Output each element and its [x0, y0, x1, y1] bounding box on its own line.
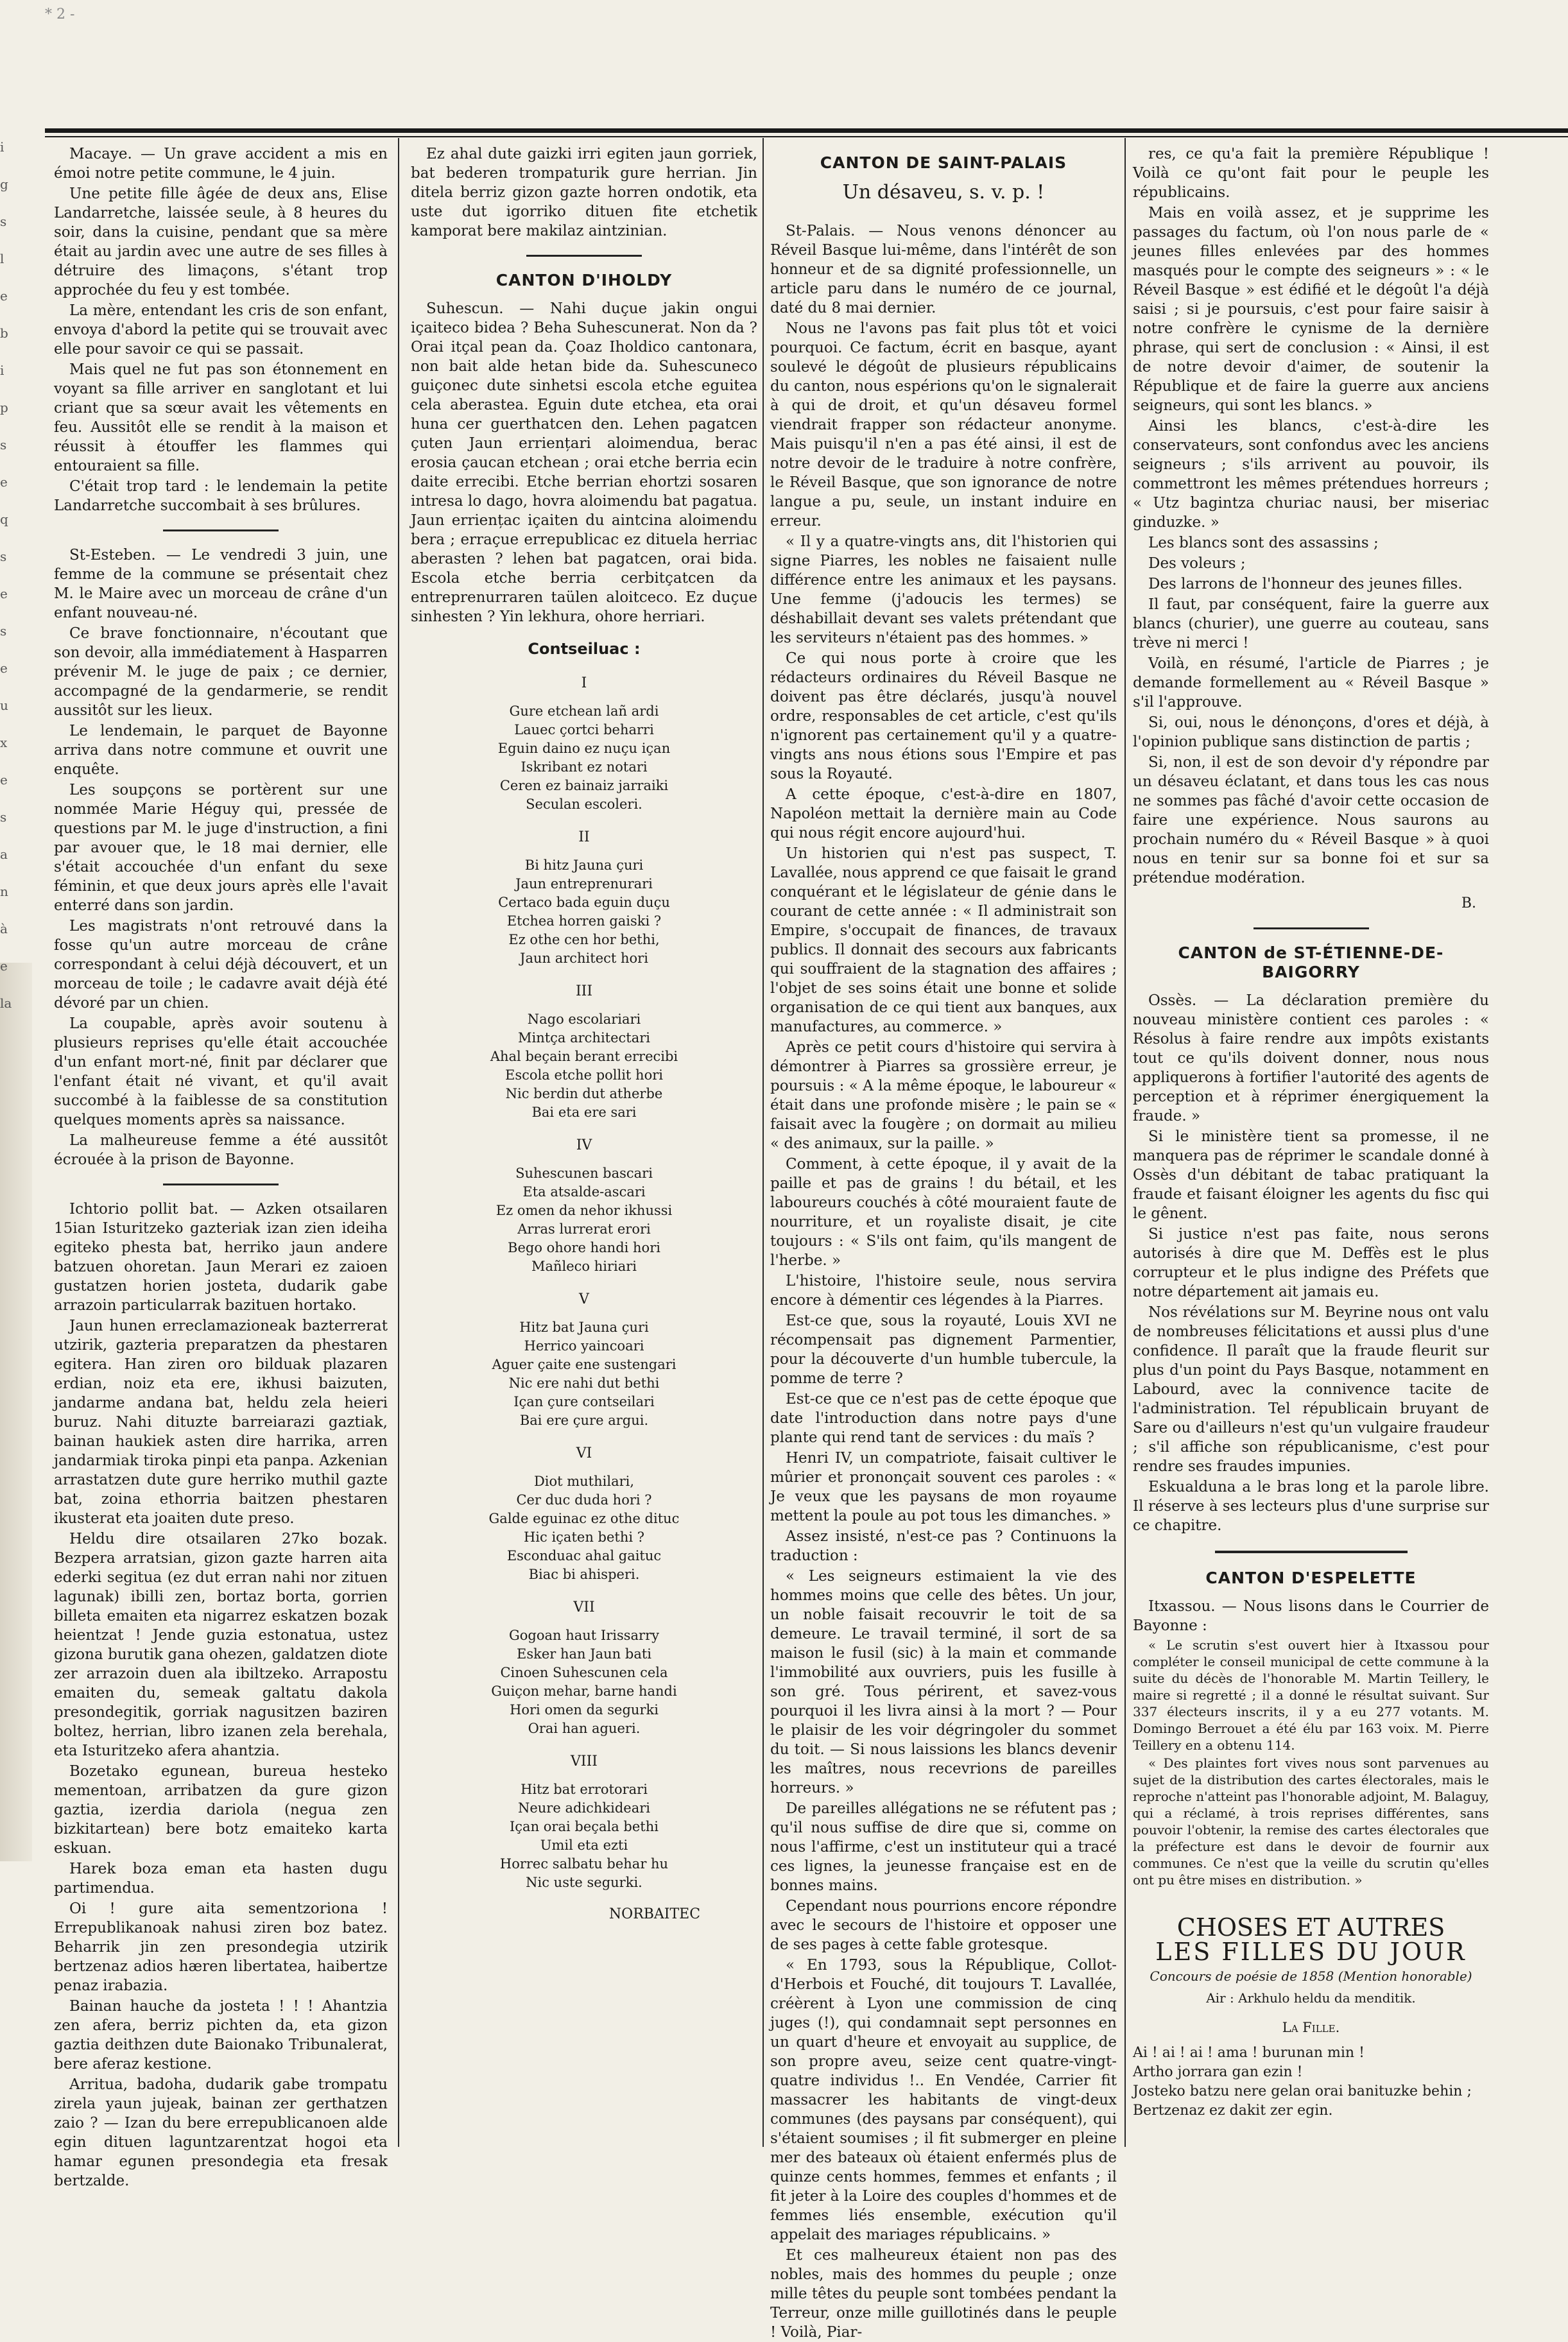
- stanza-number: VII: [573, 1599, 595, 1615]
- page-edge-letters: [0, 128, 35, 2182]
- poem-title: Contseiluac :: [528, 640, 641, 658]
- article-macaye-lead: Macaye. — Un grave accident a mis en émoi notre petite commune, le 4 juin.: [54, 146, 388, 182]
- paragraph: Heldu dire otsailaren 27ko bozak. Bezpera arratsian, gizon gazte harren aita ederki segitua (ez dut erran nahi nor zituen lagunak) ibilli zen, bortaz borta, gorrien billeta emaiten eta nigarrez eskatzen bozak heientzat ! Jende guzia estonatua, ustez gizona burutik gana ohezen, galdatzen diote zer arrazoin duen ala ibiltzeko. Arrapostu emaiten du, semeak galtatu dakola presondegitik, gorriak nagusitzen baziren boltez, herrian, libro izanen zela berehala, eta Isturitzeko afera ahantzia.: [54, 1531, 388, 1759]
- poem-line: Guiçon mehar, barne handi: [491, 1683, 677, 1699]
- poem-line: Suhescunen bascari: [515, 1166, 653, 1181]
- poem-line: Certaco bada eguin duçu: [498, 895, 670, 910]
- paragraph: Cependant nous pourrions encore répondre avec le secours de l'histoire et opposer une de ses pages à cette fable grotesque.: [770, 1898, 1117, 1953]
- poem-line: Seculan escoleri.: [526, 796, 642, 812]
- paragraph: Une petite fille âgée de deux ans, Elise Landarretche, laissée seule, à 8 heures du soir, dans la cuisine, pendant que sa mère était au jardin avec une autre de ses filles à détruire des limaçons, s'étant trop approchée du feu y est tombée.: [54, 185, 388, 298]
- edge-letter: e: [0, 474, 8, 490]
- section-heading-saint-palais: CANTON DE SAINT-PALAIS: [820, 153, 1067, 172]
- section-heading-espelette: CANTON D'ESPELETTE: [1205, 1569, 1417, 1587]
- edge-letter: e: [0, 586, 8, 601]
- poem-line: Gure etchean lañ ardi: [509, 703, 659, 719]
- poem-line: Ceren ez bainaiz jarraiki: [499, 778, 669, 793]
- poem-line: Bego ohore handi hori: [508, 1240, 660, 1255]
- paragraph: Il faut, par conséquent, faire la guerre aux blancs (churier), une guerre au couteau, sans trève ni merci !: [1133, 596, 1489, 651]
- edge-letter: a: [0, 847, 8, 862]
- column-4: [1133, 144, 1489, 2147]
- article-subtitle: Un désaveu, s. v. p. !: [842, 181, 1045, 203]
- poem-line: Esker han Jaun bati: [517, 1646, 651, 1662]
- paragraph: Arritua, badoha, dudarik gabe trompatu zirela yaun jujeak, bainan zer gerthatzen zaio ? — Izan du bere errepublicanoen alde egin dituen laguntzarentzat hogoi eta hamar egunen presondegia eta fresak bertzalde.: [54, 2076, 388, 2189]
- paragraph: A cette époque, c'est-à-dire en 1807, Napoléon mettait la dernière main au Code qui nous régit encore aujourd'hui.: [770, 786, 1117, 841]
- poem-line: Nic berdin dut atherbe: [505, 1086, 663, 1101]
- section-heading-baigorry: CANTON de ST-ÉTIENNE-DE-BAIGORRY: [1178, 943, 1444, 981]
- poem-line: Nic uste segurki.: [526, 1875, 642, 1890]
- poem-line: Eguin daino ez nuçu içan: [497, 741, 671, 756]
- paragraph: La mère, entendant les cris de son enfant, envoya d'abord la petite qui se trouvait avec elle pour savoir ce qui se passait.: [54, 302, 388, 357]
- poem-line: Jaun architect hori: [520, 951, 648, 966]
- corner-mark: * 2 -: [45, 6, 75, 22]
- column-divider-3: [1124, 138, 1126, 2147]
- poem-line: Etchea horren gaiski ?: [506, 913, 662, 929]
- paragraph: Est-ce que ce n'est pas de cette époque que date l'introduction dans notre pays d'une plante qui rend tant de services : du maïs ?: [770, 1391, 1117, 1446]
- paragraph: Si justice n'est pas faite, nous serons autorisés à dire que M. Deffès est le plus corrupteur et le plus indigne des Préfets que notre département ait jamais eu.: [1133, 1226, 1489, 1300]
- paragraph: L'histoire, l'histoire seule, nous servira encore à démentir ces légendes à la Piarres.: [770, 1273, 1117, 1309]
- poem-line: Neure adichkideari: [517, 1800, 651, 1816]
- quoted-report: [1133, 1637, 1489, 1888]
- poem-line: Eta atsalde-ascari: [522, 1184, 646, 1200]
- paragraph: Mais en voilà assez, et je supprime les passages du factum, où l'on nous parle de « jeunes filles enlevées par des hommes masqués pour le compte des seigneurs » : « le Réveil Basque » est édifié et le dégoût l'a déjà saisi ; si je poursuis, c'est pour faire saisir à notre confrère le cynisme de la dernière phrase, qui sert de conclusion : « Ainsi, il est de notre devoir d'aimer, de soutenir la République et de faire la guerre aux anciens seigneurs, qui sont les blancs. »: [1133, 205, 1489, 414]
- edge-letter: e: [0, 958, 8, 974]
- column-1: [54, 144, 388, 2189]
- edge-letter: b: [0, 325, 8, 341]
- column-2: [411, 144, 757, 2147]
- edge-letter: s: [0, 809, 7, 825]
- section-heading-iholdy: CANTON D'IHOLDY: [495, 271, 673, 289]
- paragraph: Les magistrats n'ont retrouvé dans la fosse qu'un autre morceau de crâne correspondant à celui déjà découvert, et un morceau de toile ; le cadavre avait déjà été dévoré par un chien.: [54, 918, 388, 1012]
- poem-line: Jaun entreprenurari: [515, 876, 653, 891]
- edge-letter: s: [0, 549, 7, 564]
- edge-letter: i: [0, 139, 4, 155]
- edge-letter: e: [0, 772, 8, 788]
- verse-line: Artho jorrara gan ezin !: [1133, 2064, 1303, 2080]
- poem-line: Herrico yaincoari: [524, 1338, 644, 1354]
- article-st-esteben-lead: St-Esteben. — Le vendredi 3 juin, une femme de la commune se présentait chez M. le Maire avec un morceau de crâne d'un enfant nouveau-né.: [54, 547, 388, 621]
- poem-line: Gogoan haut Irissarry: [509, 1628, 659, 1643]
- edge-letter: la: [0, 995, 12, 1011]
- paragraph: Ce qui nous porte à croire que les rédacteurs ordinaires du Réveil Basque ne doivent pas être déclarés, jusqu'à nouvel ordre, responsables de cet article, c'est qu'ils n'ignorent pas certainement qu'il y a quatre-vingts ans nous étions sous l'Empire et pas sous la Royauté.: [770, 650, 1117, 782]
- poem-line: Esconduac ahal gaituc: [506, 1548, 662, 1563]
- paragraph: Henri IV, un compatriote, faisait cultiver le mûrier et prononçait souvent ces paroles : « Je veux que les paysans de mon royaume mettent la poule au pot tous les dimanches. »: [770, 1450, 1117, 1524]
- paragraph: Les soupçons se portèrent sur une nommée Marie Héguy qui, pressée de questions par M. le juge d'instruction, a fini par avouer que, le 18 mai dernier, elle s'était accouchée d'un enfant du sexe féminin, et que deux jours après elle l'avait enterré dans son jardin.: [54, 782, 388, 914]
- paragraph: Mais quel ne fut pas son étonnement en voyant sa fille arriver en sanglotant et lui criant que sa sœur avait les vêtements en feu. Aussitôt elle se rendit à la maison et réussit à étouffer les flammes qui entouraient sa fille.: [54, 361, 388, 474]
- paragraph: Est-ce que, sous la royauté, Louis XVI ne récompensait pas dignement Parmentier, pour la découverte d'un humble tubercule, la pomme de terre ?: [770, 1313, 1117, 1387]
- paragraph: Bozetako egunean, bureua hesteko mementoan, arribatzen da gure gizon gaztia, izerdia dariola (negua zen bizkitartean) bere botz emaiteko karta eskuan.: [54, 1763, 388, 1857]
- separator: [1254, 927, 1369, 929]
- paragraph: Et ces malheureux étaient non pas des nobles, mais des hommes du peuple ; onze mille têtes du peuple sont tombées pendant la Terreur, onze mille guillotinés dans le peuple ! Voilà, Piar-: [770, 2247, 1117, 2341]
- stanza-number: I: [581, 675, 587, 691]
- poem-line: Biac bi ahisperi.: [528, 1567, 640, 1582]
- poem-line: Galde eguinac ez othe dituc: [488, 1511, 680, 1526]
- poem-line: Bai ere çure argui.: [519, 1413, 649, 1428]
- poem-line: Aguer çaite ene sustengari: [492, 1357, 676, 1372]
- edge-letter: x: [0, 735, 8, 750]
- paragraph: Nos révélations sur M. Beyrine nous ont valu de nombreuses félicitations et aussi plus d'une confidence. Il paraît que la fraude fleurit sur plus d'un point du Pays Basque, notamment en Labourd, avec la connivence tacite de l'administration. Tel républicain bruyant de Sare ou d'ailleurs n'est qu'un vulgaire fraudeur ; s'il affiche son républicanisme, c'est pour rendre ses fraudes impunies.: [1133, 1304, 1489, 1475]
- article-continuation: [1133, 144, 1489, 888]
- poem-air: Air : Arkhulo heldu da menditik.: [1206, 1990, 1416, 2006]
- poem-line: Nic ere nahi dut bethi: [508, 1375, 660, 1391]
- poem-line: Escola etche pollit hori: [505, 1067, 663, 1083]
- edge-letter: à: [0, 921, 8, 936]
- article-ichtorio-lead: Ichtorio pollit bat. — Azken otsailaren 15ian Isturitzeko gazteriak izan zien ideiha egiteko phesta bat, herriko jaun andere batzuen ohoretan. Jaun Merari ez zaioen gustatzen horien josteta, dudarik gabe arrazoin particularrak bazituen hortako.: [54, 1201, 388, 1314]
- poem-line: Hitz bat Jauna çuri: [519, 1320, 649, 1335]
- paragraph: Nous ne l'avons pas fait plus tôt et voici pourquoi. Ce factum, écrit en basque, ayant soulevé le dégoût de plusieurs républicains du canton, nous espérions qu'on le signalerait à qui de droit, et qu'un désaveu formel viendrait frapper son rédacteur anonyme. Mais puisqu'il n'en a pas été ainsi, il est de notre devoir de le traduire à notre confrère, le Réveil Basque, que son ignorance de notre langue a pu, seule, un instant induire en erreur.: [770, 320, 1117, 530]
- paragraph: Voilà, en résumé, l'article de Piarres ; je demande formellement au « Réveil Basque » s'il l'approuve.: [1133, 655, 1489, 710]
- section-heading-choses: CHOSES ET AUTRES: [1176, 1913, 1445, 1942]
- header-rule-thick: [45, 128, 1568, 133]
- poem-stanzas: [411, 674, 757, 1892]
- edge-letter: e: [0, 660, 8, 676]
- poem-verse: [1133, 2044, 1489, 2121]
- paragraph: La coupable, après avoir soutenu à plusieurs reprises qu'elle était accouchée d'un enfant mort-né, finit par déclarer que l'enfant était né vivant, et qu'il avait succombé à la faiblesse de sa constitution quelques moments après sa naissance.: [54, 1015, 388, 1128]
- edge-letter: n: [0, 884, 8, 899]
- paragraph: Assez insisté, n'est-ce pas ? Continuons la traduction :: [770, 1528, 1117, 1564]
- paragraph: Si, oui, nous le dénonçons, d'ores et déjà, à l'opinion publique sans distinction de partis ;: [1133, 714, 1489, 750]
- edge-letter: i: [0, 363, 4, 378]
- poem-line: Içan orai beçala bethi: [510, 1819, 659, 1834]
- poem-line: Umil eta ezti: [540, 1838, 628, 1853]
- paragraph: Des voleurs ;: [1148, 555, 1246, 572]
- poem-line: Bi hitz Jauna çuri: [524, 857, 644, 873]
- paragraph: Après ce petit cours d'histoire qui servira à démontrer à Piarres sa grossière erreur, je poursuis : « A la même époque, le laboureur « était dans une profonde misère ; le pain se « faisait avec la fougère ; on dormait au milieu « des animaux, sur la paille. »: [770, 1039, 1117, 1152]
- column-divider-2: [762, 138, 764, 2147]
- column-3: [770, 144, 1117, 2341]
- poem-contest-note: Concours de poésie de 1858 (Mention honorable): [1150, 1968, 1472, 1984]
- edge-letter: s: [0, 623, 7, 639]
- separator: [163, 530, 279, 531]
- article-suhescun: Suhescun. — Nahi duçue jakin ongui içaiteco bidea ? Beha Suhescunerat. Non da ? Orai itçal pean da. Çoaz Iholdico cantonara, non bait alde hetan bide da. Suhescuneco guiçonec dute sinhetsi escola etche eguitea cela aberastea. Eguin dute etchea, eta orai huna cer guerthatcen den. Lehen pagatcen çuten Jaun erriențari aloimendua, berac erosia çaucan etchean ; orai etche berria ecin daite errecibi. Etche berrian ehortzi sosaren intresa lo dago, hovra aloimendu bat pagatua. Jaun erriențac içaiten du aintcina aloimendu bera ; erraçue errepublicac ez dituela herriac aberasten ? lehen bat pagatcen, orai bida. Escola etche berria cerbitçatcen da entreprenurraren taülen aloitceco. Ez duçue sinhesten ? Yin lekhura, ohore herriari.: [411, 300, 757, 625]
- poem-line: Ez othe cen hor bethi,: [508, 932, 660, 947]
- stanza-number: II: [578, 829, 590, 845]
- poem-line: Hic içaten bethi ?: [523, 1529, 644, 1545]
- paragraph: Le lendemain, le parquet de Bayonne arriva dans notre commune et ouvrit une enquête.: [54, 723, 388, 778]
- poem-line: Bai eta ere sari: [531, 1105, 637, 1120]
- verse-line: Josteko batzu nere gelan orai banituzke behin ;: [1133, 2083, 1472, 2099]
- poem-line: Lauec çortci beharri: [514, 722, 654, 737]
- paragraph: « Le scrutin s'est ouvert hier à Itxassou pour compléter le conseil municipal de cette commune à la suite du décès de l'honorable M. Martin Teillery, le maire si regretté ; il a donné le résultat suivant. Sur 337 électeurs inscrits, il y a eu 277 votants. M. Domingo Berrouet a été élu par 163 voix. M. Pierre Teillery en a obtenu 114.: [1133, 1637, 1489, 1753]
- edge-letter: s: [0, 437, 7, 452]
- poem-line: Nago escolariari: [527, 1012, 641, 1027]
- paragraph: St-Palais. — Nous venons dénoncer au Réveil Basque lui-même, dans l'intérêt de son honneur et de sa dignité professionnelle, un article paru dans le numéro de ce journal, daté du 8 mai dernier.: [770, 223, 1117, 316]
- paragraph: La malheureuse femme a été aussitôt écrouée à la prison de Bayonne.: [54, 1132, 388, 1168]
- paragraph: Si le ministère tient sa promesse, il ne manquera pas de réprimer le scandale donné à Ossès d'un débitant de tabac pratiquant la fraude et faisant éloigner les agents du fisc qui le gênent.: [1133, 1128, 1489, 1222]
- edge-letter: e: [0, 288, 8, 304]
- paragraph: Des larrons de l'honneur des jeunes filles.: [1148, 576, 1463, 592]
- poem-line: Horrec salbatu behar hu: [499, 1856, 669, 1872]
- separator: [526, 255, 642, 257]
- stanza-number: VI: [576, 1445, 592, 1461]
- poem-line: Hitz bat errotorari: [521, 1782, 648, 1797]
- poem-line: Ahal beçain berant errecibi: [490, 1049, 678, 1064]
- stanza-number: III: [575, 983, 593, 999]
- signature: B.: [1461, 895, 1476, 911]
- paragraph: « Des plaintes fort vives nous sont parvenues au sujet de la distribution des cartes électorales, mais le reproche n'atteint pas l'honorable adjoint, M. Balaguy, qui a réclamé, à trois reprises différentes, sans pouvoir l'obtenir, la remise des cartes électorales que la préfecture est dans le devoir de fournir aux communes. Ce n'est que la veille du scrutin qu'elles ont pu être mises en distribution. »: [1133, 1755, 1489, 1888]
- poem-line: Mañleco hiriari: [531, 1259, 637, 1274]
- article-body: [770, 221, 1117, 2342]
- paragraph: Ce brave fonctionnaire, n'écoutant que son devoir, alla immédiatement à Hasparren prévenir M. le juge de paix ; ce dernier, accompagné de la gendarmerie, se rendit aussitôt sur les lieux.: [54, 625, 388, 719]
- poem-line: Cer duc duda hori ?: [516, 1492, 652, 1508]
- paragraph: Si, non, il est de son devoir d'y répondre par un désaveu éclatant, et dans tous les cas nous ne sommes pas fâché d'avoir cette occasion de faire une expérience. Nous saurons au prochain numéro du « Réveil Basque » à quoi nous en tenir sur sa bonne foi et sur sa prétendue modération.: [1133, 754, 1489, 886]
- article-itxassou: Itxassou. — Nous lisons dans le Courrier de Bayonne :: [1133, 1598, 1489, 1634]
- separator: [163, 1184, 279, 1185]
- edge-letter: p: [0, 400, 8, 415]
- poem-line: Içan çure contseilari: [513, 1394, 655, 1409]
- edge-letter: u: [0, 698, 8, 713]
- poem-line: Iskribant ez notari: [521, 759, 648, 775]
- paragraph: De pareilles allégations ne se réfutent pas ; qu'il nous suffise de dire que si, comme on nous l'affirme, c'est un instituteur qui a tracé ces lignes, la jeunesse française est en de bonnes mains.: [770, 1800, 1117, 1894]
- paragraph: « Les seigneurs estimaient la vie des hommes moins que celle des bêtes. Un jour, un noble faisait recouvrir le toit de sa demeure. Le travail terminé, il sort de sa maison le fusil (sic) à la main et commande l'immobilité aux ouvriers, puis les fusille à son gré. Tous périrent, et savez-vous pourquoi il les livra ainsi à la mort ? — Pour le plaisir de les voir dégringoler du sommet du toit. — Si nous laissions les blancs devenir les maîtres, nous recevrions de pareilles horreurs. »: [770, 1568, 1117, 1796]
- paragraph: res, ce qu'a fait la première République ! Voilà ce qu'ont fait pour le peuple les républicains.: [1133, 146, 1489, 201]
- paragraph: Jaun hunen erreclamazioneak bazterrerat utzirik, gazteria preparatzen da phestaren egitera. Han ziren oro bilduak plazaren erdian, noiz eta ere, ikhusi baizuten, jandarme andana bat, heldu zela heieri buruz. Nahi dituzte barreiarazi gaztiak, bainan haukiek asten dire harrika, arren jandarmiak tiroka pinpi eta panpa. Azkenian arrastatzen dute gure herriko muthil gazte bat, zoina ethorria baitzen phestaren ikusterat eta joaiten dute preso.: [54, 1318, 388, 1527]
- paragraph: C'était trop tard : le lendemain la petite Landarretche succombait à ses brûlures.: [54, 478, 388, 514]
- poem-line: Orai han agueri.: [528, 1721, 641, 1736]
- poem-line: Ez omen da nehor ikhussi: [495, 1203, 673, 1218]
- article-osses: [1133, 991, 1489, 1535]
- stanza-number: IV: [576, 1137, 592, 1153]
- stanza-number: V: [579, 1291, 589, 1307]
- edge-letter: g: [0, 177, 8, 192]
- poem-heading: LES FILLES DU JOUR: [1155, 1938, 1467, 1966]
- edge-letter: l: [0, 251, 4, 266]
- poem-line: Cinoen Suhescunen cela: [500, 1665, 668, 1680]
- poem-line: Diot muthilari,: [533, 1474, 635, 1489]
- signature: NORBAITEC: [608, 1906, 701, 1922]
- paragraph: Bainan hauche da josteta ! ! ! Ahantzia zen afera, berriz pichten da, eta gizon gaztia deithzen dute Baionako Tribunalerat, bere aferaz kestione.: [54, 1998, 388, 2072]
- paragraph: Oi ! gure aita sementzoriona ! Errepublikanoak nahusi ziren boz batez. Beharrik jin zen presondegia utzirik bertzenaz adios hæren libertatea, haibertze penaz irabazia.: [54, 1900, 388, 1994]
- paragraph: Harek boza eman eta hasten dugu partimendua.: [54, 1861, 388, 1897]
- paragraph: « En 1793, sous la République, Collot-d'Herbois et Fouché, dit toujours T. Lavallée, créèrent à Lyon une commission de cinq juges (!), qui condamnait sept personnes en un quart d'heure et envoyait au supplice, de son propre aveu, seize cent quatre-vingt-quatre individus !.. En Vendée, Carrier fit massacrer les habitants de vingt-deux communes (des paysans par conséquent), qui s'étaient soumises ; il fit submerger en pleine mer des bateaux où étaient enfermés plus de quinze cents hommes, femmes et enfants ; il fit jeter à la Loire des couples d'hommes et de femmes liés ensemble, exécution qu'il appelait des mariages républicains. »: [770, 1957, 1117, 2243]
- poem-line: Arras lurrerat erori: [517, 1221, 651, 1237]
- edge-letter: q: [0, 512, 8, 527]
- paragraph: Eskualduna a le bras long et la parole libre. Il réserve à ses lecteurs plus d'une surprise sur ce chapitre.: [1133, 1479, 1489, 1534]
- stanza-number: VIII: [571, 1753, 598, 1769]
- paragraph: Ainsi les blancs, c'est-à-dire les conservateurs, sont confondus avec les anciens seigneurs ; s'ils arrivent au pouvoir, ils commettront les mêmes prétendues horreurs ; « Utz bagintza churiac nausi, ber miseriac ginduzke. »: [1133, 418, 1489, 531]
- poem-line: Hori omen da segurki: [510, 1702, 659, 1718]
- paragraph: « Il y a quatre-vingts ans, dit l'historien qui signe Piarres, les nobles ne faisaient nulle différence entre les animaux et les paysans. Une femme (j'adoucis les termes) se déshabillait devant ses valets prétendant que les serviteurs n'étaient pas des hommes. »: [770, 533, 1117, 646]
- paragraph: Ossès. — La déclaration première du nouveau ministère contient ces paroles : « Résolus à faire rendre aux impôts existants tout ce qu'ils doivent donner, nous nous appliquerons à fortifier l'autorité des agents de perception et à réprimer énergiquement la fraude. »: [1133, 992, 1489, 1124]
- separator: [1215, 1551, 1408, 1553]
- edge-letter: s: [0, 214, 7, 229]
- poem-speaker: La Fille.: [1282, 2020, 1340, 2035]
- paragraph: Un historien qui n'est pas suspect, T. Lavallée, nous apprend ce que faisait le grand conquérant et le législateur de génie dans le courant de cette année : « Il administrait son Empire, s'occupait de finances, de travaux publics. Il donnait des secours aux fabricants qui souffraient de la stagnation des affaires ; l'objet de ses soins était une bonne et solide organisation de ce qui tient aux banques, aux manufactures, au commerce. »: [770, 845, 1117, 1035]
- paragraph: Les blancs sont des assassins ;: [1148, 535, 1379, 551]
- column-divider-1: [398, 138, 399, 2147]
- verse-line: Ai ! ai ! ai ! ama ! burunan min !: [1133, 2045, 1365, 2061]
- poem-line: Mintça architectari: [517, 1030, 651, 1046]
- header-rule-thin: [45, 136, 1568, 137]
- paragraph: Ez ahal dute gaizki irri egiten jaun gorriek, bat bederen trompaturik gure herrian. Jin ditela berriz gizon gazte horren ondotik, eta uste dut igorriko dituen fite etchetik kamporat bere makilaz aintzinian.: [411, 146, 757, 239]
- verse-line: Bertzenaz ez dakit zer egin.: [1133, 2103, 1333, 2119]
- paragraph: Comment, à cette époque, il y avait de la paille et pas de grains ! du bétail, et les laboureurs couchés à côté mouraient faute de nourriture, et un royaliste disait, je cite toujours : « S'ils ont faim, qu'ils mangent de l'herbe. »: [770, 1156, 1117, 1269]
